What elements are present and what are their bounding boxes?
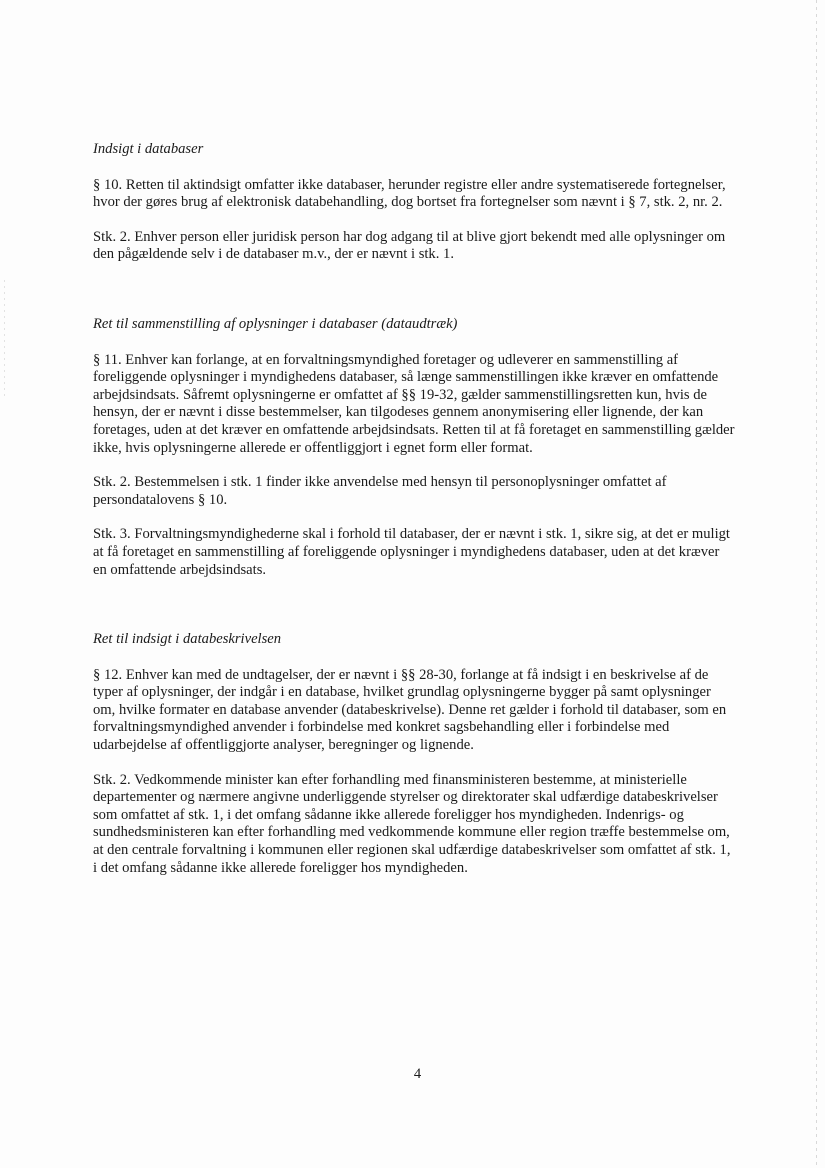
section-heading-indsigt-databaser: Indsigt i databaser bbox=[93, 141, 204, 157]
scan-artifact-right bbox=[816, 0, 817, 1168]
section-heading-sammenstilling: Ret til sammenstilling af oplysninger i databaser (dataudtræk) bbox=[93, 315, 458, 332]
paragraph-11-stk-3: Stk. 3. Forvaltningsmyndighederne skal i forhold til databaser, der er nævnt i stk. 1, sikre sig, at det er muligt at få foretaget en sammenstilling af foreliggende oplysninger i myndighedens databaser, uden at det kræver en omfattende arbejdsindsats. bbox=[93, 526, 730, 578]
paragraph-11-stk-2: Stk. 2. Bestemmelsen i stk. 1 finder ikke anvendelse med hensyn til personoplysninger omfattet af persondatalovens § 10. bbox=[93, 474, 667, 508]
page-number: 4 bbox=[413, 1066, 422, 1082]
paragraph-12-stk-2: Stk. 2. Vedkommende minister kan efter forhandling med finansministeren bestemme, at ministerielle departementer og nærmere angivne underliggende styrelser og direktorater skal udfærdige databeskrivelser som omfattet af stk. 1, i det omfang sådanne ikke allerede foreligger hos myndigheden. Indenrigs- og sundhedsministeren kan efter forhandling med vedkommende kommune eller region træffe bestemmelse om, at den centrale forvaltning i kommunen eller regionen skal udfærdige databeskrivelser som omfattet af stk. 1, i det omfang sådanne ikke allerede foreligger hos myndigheden. bbox=[93, 771, 731, 876]
paragraph-10: § 10. Retten til aktindsigt omfatter ikke databaser, herunder registre eller andre systematiserede fortegnelser, hvor der gøres brug af elektronisk databehandling, dog bortset fra fortegnelser som nævnt i § 7, stk. 2, nr. 2. bbox=[93, 176, 726, 211]
document-body bbox=[93, 141, 735, 877]
paragraph-11: § 11. Enhver kan forlange, at en forvaltningsmyndighed foretager og udleverer en sammenstilling af foreliggende oplysninger i myndighedens databaser, så længe sammenstillingen ikke kræver en omfattende arbejdsindsats. Såfremt oplysningerne er omfattet af §§ 19-32, gælder sammenstillingsretten kun, hvis de hensyn, der er nævnt i disse bestemmelser, kan tilgodeses gennem anonymisering eller lignende, der kan foretages, uden at det kræver en omfattende arbejdsindsats. Retten til at få foretaget en sammenstilling gælder ikke, hvis oplysningerne allerede er offentliggjort i egnet form eller format. bbox=[93, 351, 735, 456]
paragraph-12: § 12. Enhver kan med de undtagelser, der er nævnt i §§ 28-30, forlange at få indsigt i en beskrivelse af de typer af oplysninger, der indgår i en database, hvilket grundlag oplysningerne bygger på samt oplysninger om, hvilke formater en database anvender (databeskrivelse). Denne ret gælder i forhold til databaser, som en forvaltningsmyndighed anvender i forbindelse med konkret sagsbehandling eller i forbindelse med udarbejdelse af offentliggjorte analyser, beregninger og lignende. bbox=[93, 666, 727, 754]
scan-artifact-left bbox=[4, 280, 5, 400]
paragraph-10-stk-2: Stk. 2. Enhver person eller juridisk person har dog adgang til at blive gjort bekendt med alle oplysninger om den pågældende selv i de databaser m.v., der er nævnt i stk. 1. bbox=[93, 228, 726, 263]
section-heading-databeskrivelse: Ret til indsigt i databeskrivelsen bbox=[93, 631, 282, 648]
